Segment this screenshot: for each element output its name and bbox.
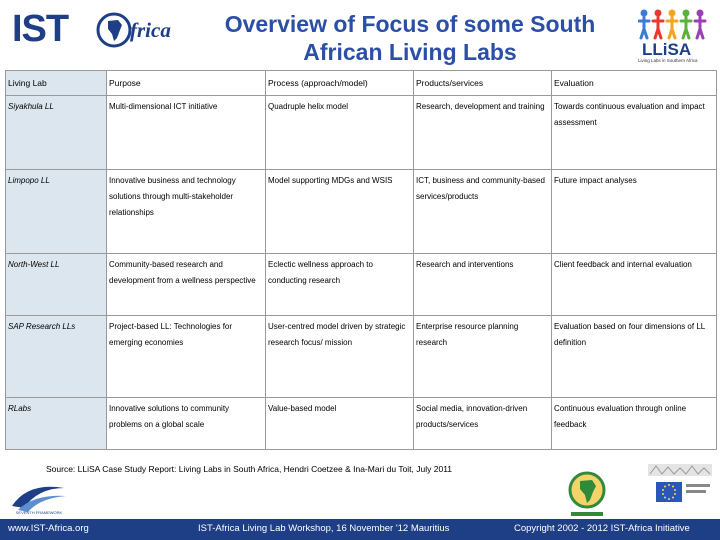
table-cell: Community-based research and development from a wellness perspective xyxy=(107,254,266,316)
column-header: Process (approach/model) xyxy=(266,71,414,96)
column-header: Purpose xyxy=(107,71,266,96)
table-row xyxy=(6,254,717,316)
table-cell: Research, development and training xyxy=(414,96,552,170)
table-cell: Enterprise resource planning research xyxy=(414,316,552,398)
table-cell: User-centred model driven by strategic research focus/ mission xyxy=(266,316,414,398)
table-cell: Project-based LL: Technologies for emerging economies xyxy=(107,316,266,398)
table-cell: ICT, business and community-based services/products xyxy=(414,170,552,254)
llisa-name: LLiSA xyxy=(642,40,692,59)
people-figures-icon xyxy=(638,8,710,40)
table-cell: Continuous evaluation through online feedback xyxy=(552,398,717,450)
footer-copyright: Copyright 2002 - 2012 IST-Africa Initiative xyxy=(514,523,690,534)
table-cell: Quadruple helix model xyxy=(266,96,414,170)
column-header: Products/services xyxy=(414,71,552,96)
table-row xyxy=(6,398,717,450)
ist-africa-logo xyxy=(12,8,187,50)
footer-event: IST-Africa Living Lab Workshop, 16 November '12 Mauritius xyxy=(198,523,450,534)
table-cell: RLabs xyxy=(6,398,107,450)
table-cell: Multi-dimensional ICT initiative xyxy=(107,96,266,170)
page-title: Overview of Focus of some South African Living Labs xyxy=(224,11,596,65)
llisa-tagline: Living Labs in Southern Africa xyxy=(638,58,698,63)
living-labs-table xyxy=(5,70,717,450)
table-cell: Value-based model xyxy=(266,398,414,450)
table-header-row xyxy=(6,71,717,96)
table-cell: Client feedback and internal evaluation xyxy=(552,254,717,316)
table-cell: SAP Research LLs xyxy=(6,316,107,398)
table-row xyxy=(6,316,717,398)
table-cell: North-West LL xyxy=(6,254,107,316)
table-cell: Innovative solutions to community problems on a global scale xyxy=(107,398,266,450)
africa-map-icon xyxy=(96,12,132,48)
fp7-logo xyxy=(8,480,70,516)
table-cell: Model supporting MDGs and WSIS xyxy=(266,170,414,254)
table-cell: Eclectic wellness approach to conducting research xyxy=(266,254,414,316)
african-union-logo xyxy=(565,470,609,522)
column-header: Evaluation xyxy=(552,71,717,96)
table-row xyxy=(6,96,717,170)
svg-text:SEVENTH FRAMEWORK: SEVENTH FRAMEWORK xyxy=(15,510,63,515)
table-cell: Towards continuous evaluation and impact assessment xyxy=(552,96,717,170)
table-cell: Future impact analyses xyxy=(552,170,717,254)
table-cell: Evaluation based on four dimensions of LL definition xyxy=(552,316,717,398)
european-commission-logo xyxy=(648,464,712,514)
logo-ist-text: IST xyxy=(12,8,69,50)
footer-website-link[interactable]: www.IST-Africa.org xyxy=(8,523,89,534)
table-cell: Social media, innovation-driven products/services xyxy=(414,398,552,450)
table-cell: Research and interventions xyxy=(414,254,552,316)
logo-africa-text: frica xyxy=(130,18,171,42)
table-row xyxy=(6,170,717,254)
footer-bar xyxy=(0,519,720,540)
table-cell: Siyakhula LL xyxy=(6,96,107,170)
column-header: Living Lab xyxy=(6,71,107,96)
llisa-logo xyxy=(636,8,712,64)
table-cell: Limpopo LL xyxy=(6,170,107,254)
table-cell: Innovative business and technology solutions through multi-stakeholder relationships xyxy=(107,170,266,254)
source-citation: Source: LLiSA Case Study Report: Living Labs in South Africa, Hendri Coetzee & Ina-Mari du Toit, July 2011 xyxy=(46,464,453,474)
